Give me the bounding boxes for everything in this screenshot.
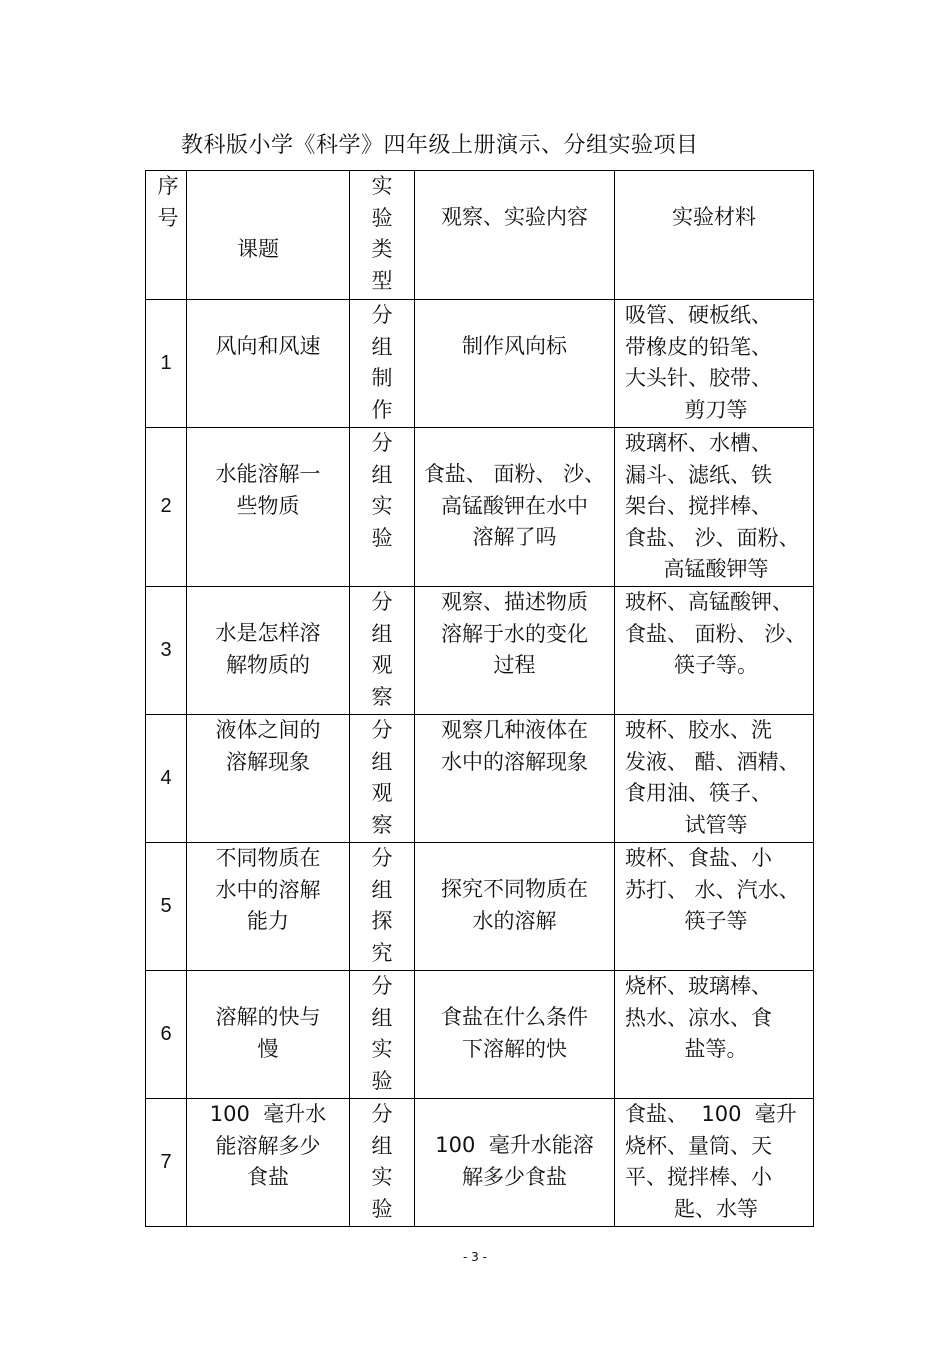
row-content — [415, 1099, 615, 1227]
table-row — [146, 715, 814, 843]
topic-line: 液体之间的 — [215, 718, 321, 742]
topic-line: 解物质的 — [226, 652, 310, 677]
materials-line: 平、搅拌棒、小 — [625, 1165, 772, 1189]
header-index-line: 序 — [157, 174, 179, 198]
topic-line: 水中的溶解 — [215, 877, 321, 902]
type-line: 分 — [371, 590, 393, 614]
type-line: 组 — [371, 877, 393, 902]
materials-line: 筷子等 — [684, 909, 748, 933]
header-type-line: 实 — [371, 174, 393, 198]
header-topic — [187, 171, 350, 300]
type-line: 制 — [371, 366, 393, 390]
row-index: 6 — [146, 971, 187, 1099]
type-line: 察 — [371, 684, 393, 709]
header-index-line: 号 — [157, 205, 179, 230]
table-row — [146, 428, 814, 587]
page-title: 教科版小学《科学》四年级上册演示、分组实验项目 — [181, 133, 699, 158]
table-header-row — [146, 171, 814, 300]
table-row — [146, 843, 814, 971]
topic-line: 水是怎样溶 — [215, 621, 321, 645]
topic-line: 不同物质在 — [215, 846, 321, 870]
type-line: 组 — [371, 1133, 393, 1158]
row-topic — [187, 971, 350, 1099]
row-topic — [187, 428, 350, 587]
row-index: 5 — [146, 843, 187, 971]
topic-line: 100 毫升水 — [209, 1102, 327, 1126]
row-content — [415, 587, 615, 715]
table-row — [146, 971, 814, 1099]
row-content — [415, 300, 615, 428]
content-line: 观察、描述物质 — [441, 590, 588, 614]
type-line: 组 — [371, 749, 393, 774]
topic-line: 能溶解多少 — [215, 1133, 321, 1158]
header-type — [350, 171, 415, 300]
row-materials — [615, 300, 814, 428]
header-materials-label: 实验材料 — [672, 205, 756, 229]
type-line: 验 — [371, 1068, 393, 1093]
content-line: 下溶解的快 — [462, 1036, 567, 1061]
row-topic — [187, 587, 350, 715]
materials-line: 架台、搅拌棒、 — [625, 494, 772, 518]
content-line: 溶解于水的变化 — [441, 621, 588, 646]
row-topic — [187, 300, 350, 428]
materials-line: 漏斗、滤纸、铁 — [625, 462, 772, 487]
content-line: 水中的溶解现象 — [441, 749, 588, 774]
row-type — [350, 428, 415, 587]
materials-line: 高锰酸钾等 — [663, 557, 769, 581]
materials-line: 剪刀等 — [684, 397, 748, 422]
row-index: 4 — [146, 715, 187, 843]
content-line: 水的溶解 — [472, 908, 557, 933]
materials-line: 筷子等。 — [674, 653, 758, 677]
row-materials — [615, 428, 814, 587]
topic-line: 溶解现象 — [226, 749, 310, 774]
materials-line: 大头针、胶带、 — [625, 366, 772, 390]
content-line: 食盐、 面粉、 沙、 — [423, 462, 606, 486]
content-line: 100 毫升水能溶 — [435, 1133, 594, 1157]
type-line: 分 — [371, 846, 393, 870]
type-line: 究 — [371, 940, 393, 965]
materials-line: 食用油、筷子、 — [625, 781, 772, 805]
content-line: 食盐在什么条件 — [441, 1005, 588, 1029]
table-row — [146, 1099, 814, 1227]
row-content — [415, 971, 615, 1099]
row-type — [350, 1099, 415, 1227]
content-line: 解多少食盐 — [462, 1164, 567, 1189]
header-type-line: 型 — [371, 268, 393, 293]
row-content — [415, 715, 615, 843]
row-type — [350, 715, 415, 843]
topic-line: 风向和风速 — [215, 334, 321, 358]
materials-line: 烧杯、玻璃棒、 — [625, 974, 772, 998]
row-materials — [615, 971, 814, 1099]
row-type — [350, 843, 415, 971]
materials-line: 盐等。 — [684, 1037, 748, 1061]
row-materials — [615, 1099, 814, 1227]
row-topic — [187, 715, 350, 843]
materials-line: 试管等 — [684, 812, 748, 837]
row-materials — [615, 715, 814, 843]
content-line: 溶解了吗 — [472, 525, 557, 549]
materials-line: 吸管、硬板纸、 — [625, 303, 772, 327]
table-row — [146, 587, 814, 715]
row-materials — [615, 587, 814, 715]
type-line: 分 — [371, 303, 393, 327]
header-topic-label: 课题 — [237, 237, 279, 261]
topic-line: 慢 — [257, 1036, 279, 1061]
row-index: 3 — [146, 587, 187, 715]
row-type — [350, 971, 415, 1099]
type-line: 实 — [371, 1037, 393, 1061]
topic-line: 些物质 — [236, 493, 300, 518]
type-line: 察 — [371, 812, 393, 837]
header-content-label: 观察、实验内容 — [441, 205, 588, 229]
type-line: 探 — [371, 909, 393, 933]
topic-line: 食盐 — [247, 1165, 289, 1189]
row-index: 1 — [146, 300, 187, 428]
row-index: 7 — [146, 1099, 187, 1227]
row-type — [350, 587, 415, 715]
type-line: 分 — [371, 431, 393, 455]
type-line: 作 — [371, 397, 393, 422]
type-line: 分 — [371, 1102, 393, 1126]
type-line: 观 — [371, 653, 393, 677]
content-line: 观察几种液体在 — [441, 718, 588, 742]
materials-line: 烧杯、量筒、天 — [625, 1133, 772, 1158]
row-content — [415, 428, 615, 587]
topic-line: 水能溶解一 — [215, 462, 321, 486]
type-line: 分 — [371, 974, 393, 998]
content-line: 制作风向标 — [462, 334, 567, 358]
type-line: 组 — [371, 334, 393, 359]
materials-line: 食盐、 100 毫升 — [625, 1102, 797, 1126]
row-materials — [615, 843, 814, 971]
row-index: 2 — [146, 428, 187, 587]
header-content — [415, 171, 615, 300]
materials-line: 玻杯、食盐、小 — [625, 846, 772, 870]
row-content — [415, 843, 615, 971]
type-line: 观 — [371, 781, 393, 805]
row-type — [350, 300, 415, 428]
content-line: 高锰酸钾在水中 — [441, 493, 588, 518]
type-line: 组 — [371, 462, 393, 487]
row-topic — [187, 1099, 350, 1227]
materials-line: 玻璃杯、水槽、 — [625, 431, 772, 455]
type-line: 实 — [371, 494, 393, 518]
materials-line: 匙、水等 — [674, 1196, 758, 1221]
header-type-line: 验 — [371, 205, 393, 230]
content-line: 探究不同物质在 — [441, 877, 588, 901]
content-line: 过程 — [493, 653, 536, 677]
materials-line: 食盐、 面粉、 沙、 — [625, 621, 807, 646]
table-row — [146, 300, 814, 428]
type-line: 实 — [371, 1165, 393, 1189]
materials-line: 苏打、 水、汽水、 — [625, 877, 800, 902]
page-number: - 3 - — [463, 1250, 487, 1264]
header-index — [146, 171, 187, 300]
materials-line: 带橡皮的铅笔、 — [625, 334, 772, 359]
type-line: 组 — [371, 621, 393, 646]
header-materials — [615, 171, 814, 300]
type-line: 组 — [371, 1005, 393, 1030]
materials-line: 热水、凉水、食 — [625, 1005, 772, 1030]
topic-line: 能力 — [247, 909, 289, 933]
type-line: 分 — [371, 718, 393, 742]
materials-line: 发液、 醋、酒精、 — [625, 749, 800, 774]
header-type-line: 类 — [371, 237, 393, 261]
materials-line: 食盐、 沙、面粉、 — [625, 525, 800, 550]
row-topic — [187, 843, 350, 971]
materials-line: 玻杯、高锰酸钾、 — [625, 590, 793, 614]
materials-line: 玻杯、胶水、洗 — [625, 718, 772, 742]
topic-line: 溶解的快与 — [215, 1005, 321, 1029]
type-line: 验 — [371, 525, 393, 550]
experiment-table — [145, 170, 814, 1227]
type-line: 验 — [371, 1196, 393, 1221]
